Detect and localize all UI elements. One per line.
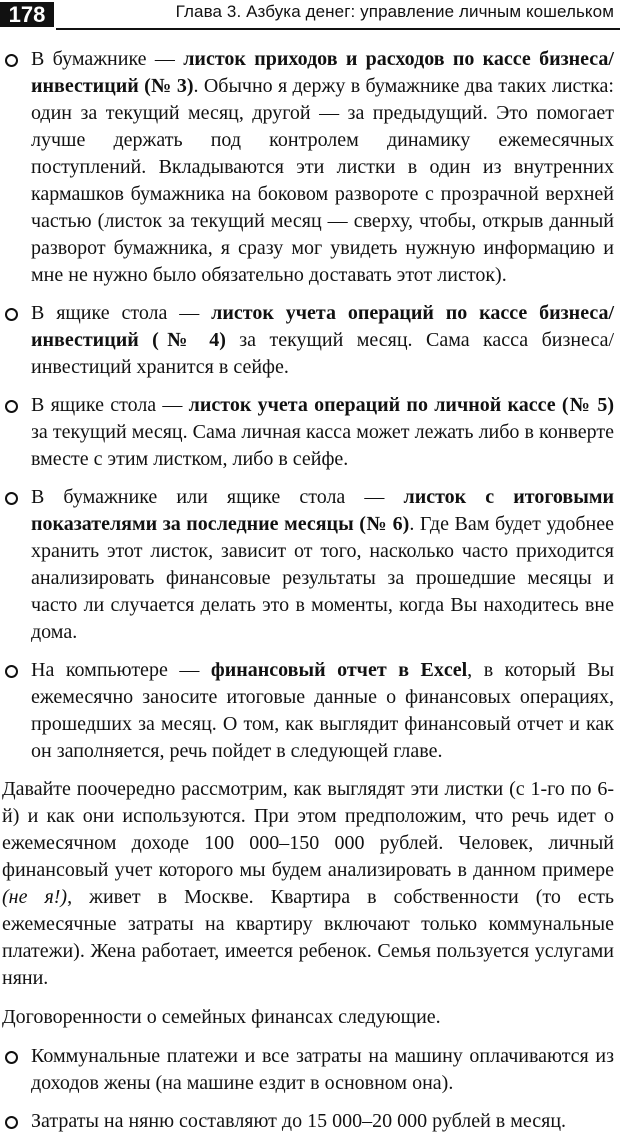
list-item <box>2 1108 614 1135</box>
body-paragraph <box>2 776 614 992</box>
chapter-title: Глава 3. Азбука денег: управление личным кошельком <box>175 2 614 21</box>
bullet-circle-icon <box>5 492 18 505</box>
page-number: 178 <box>0 2 54 27</box>
header-rule <box>56 28 620 30</box>
paragraph-text: Давайте поочередно рассмотрим, как выглядят эти листки (с 1-го по 6-й) и как они используются. При этом предположим, что речь идет о ежемесячном доходе 100 000–150 000 рублей. Человек, личный финансовый учет которого мы будем анализировать в данном примере <box>2 778 614 881</box>
item-bold-text: листок с итоговыми показателями за последние месяцы (№ 6) <box>31 486 614 535</box>
item-text: В бумажнике или ящике стола — <box>31 486 404 508</box>
item-text: . Обычно я держу в бумажнике два таких листка: один за текущий месяц, другой — за предыдущий. Это помогает лучше держать под контролем динамику ежемесячных поступлений. Вкладываются эти листки в один из внутренних кармашков бумажника на боковом развороте с прозрачной верхней частью (листок за текущий месяц — сверху, чтобы, открыв данный разворот бумажника, я сразу мог увидеть нужную информацию и мне не нужно было обязательно доставать этот листок). <box>31 75 614 286</box>
list-item <box>2 657 614 765</box>
paragraph-text: , живет в Москве. Квартира в собственности (то есть ежемесячные затраты на квартиру включают только коммунальные платежи). Жена работает, имеется ребенок. Семья пользуется услугами няни. <box>2 886 615 989</box>
list-item <box>2 392 614 473</box>
item-text: В бумажнике — <box>31 48 184 70</box>
paragraph-italic-text: (не я!) <box>2 886 68 908</box>
item-text: В ящике стола — <box>31 302 212 324</box>
item-text: На компьютере — <box>31 659 211 681</box>
bullet-circle-icon <box>5 1051 18 1064</box>
item-text: Затраты на няню составляют до 15 000–20 000 рублей в месяц. <box>31 1110 567 1132</box>
list-item <box>2 484 614 646</box>
list-item <box>2 300 614 381</box>
item-text: В ящике стола — <box>31 394 189 416</box>
item-text: за текущий месяц. Сама касса бизнеса/инвестиций хранится в сейфе. <box>31 329 614 378</box>
item-bold-text: листок учета операций по кассе бизнеса/инвестиций (№ 4) <box>31 302 615 351</box>
list-item <box>2 46 614 289</box>
bullet-circle-icon <box>5 54 18 67</box>
item-text: , в который Вы ежемесячно заносите итоговые данные о финансовых операциях, прошедших за месяц. О том, как выглядит финансовый отчет и как он заполняется, речь пойдет в следующей главе. <box>31 659 615 762</box>
item-text: . Где Вам будет удобнее хранить этот листок, зависит от того, насколько часто приходится анализировать финансовые результаты за прошедшие месяцы и часто ли случается делать это в моменты, когда Вы находитесь вне дома. <box>31 513 614 643</box>
body-paragraph: Договоренности о семейных финансах следующие. <box>2 1006 441 1028</box>
bullet-circle-icon <box>5 1116 18 1129</box>
item-bold-text: финансовый отчет в Excel <box>210 659 468 681</box>
item-bold-text: листок приходов и расходов по кассе бизнеса/инвестиций (№ 3) <box>31 48 614 97</box>
item-text: за текущий месяц. Сама личная касса может лежать либо в конверте вместе с этим листком, либо в сейфе. <box>31 421 614 470</box>
page-body <box>2 46 614 1146</box>
bullet-circle-icon <box>5 665 18 678</box>
bullet-circle-icon <box>5 400 18 413</box>
bullet-circle-icon <box>5 308 18 321</box>
item-text: Коммунальные платежи и все затраты на машину оплачиваются из доходов жены (на машине ездит в основном она). <box>31 1045 614 1094</box>
item-bold-text: листок учета операций по личной кассе (№ 5) <box>188 394 614 416</box>
page-header <box>0 0 620 32</box>
list-item <box>2 1043 614 1097</box>
